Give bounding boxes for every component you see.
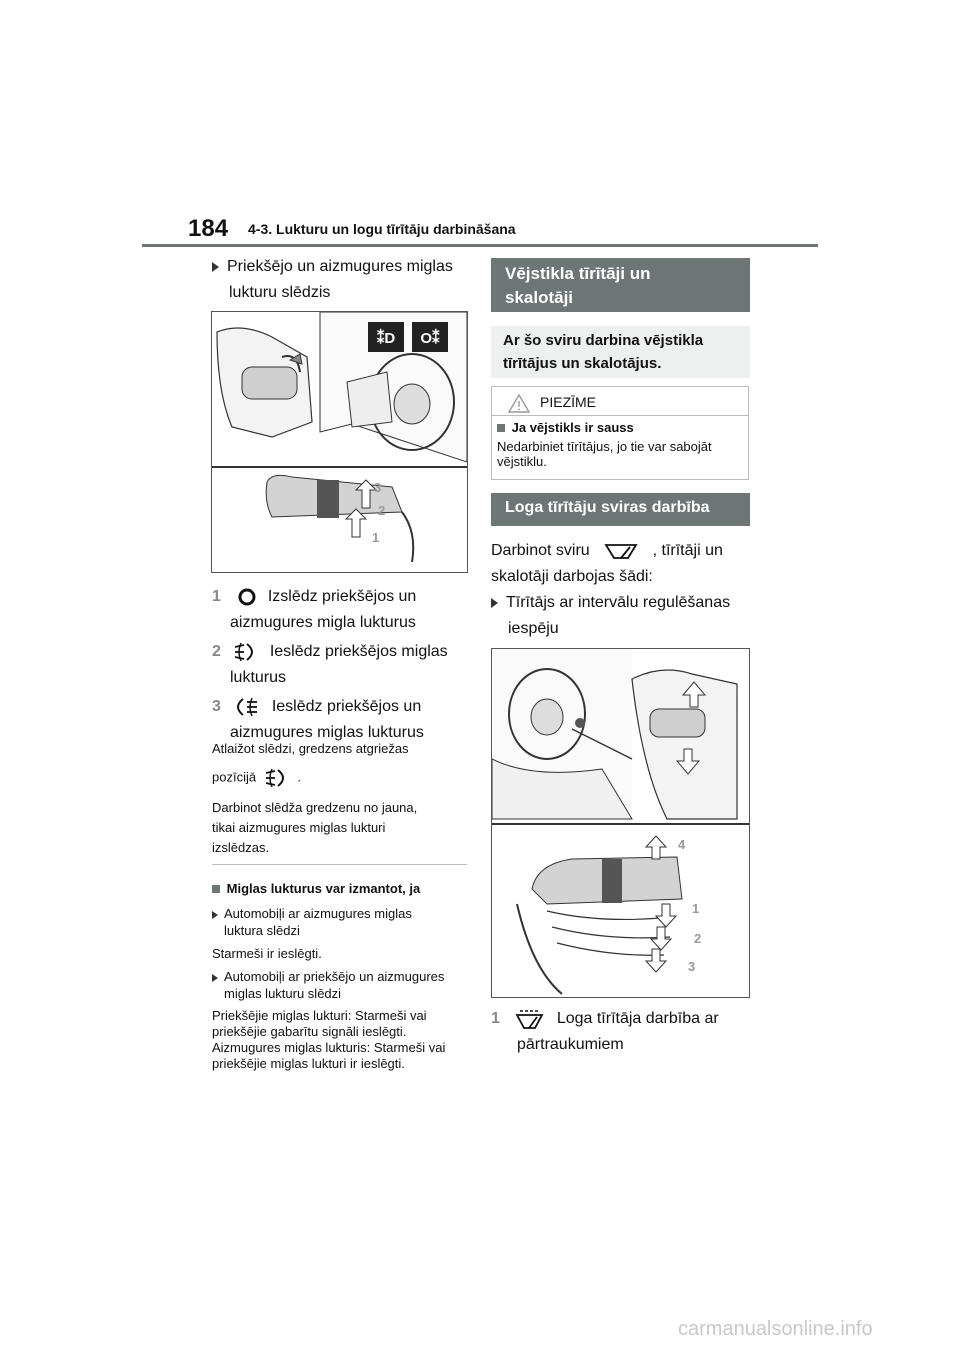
divider [212,864,467,865]
item-text: lukturus [230,669,287,686]
wiper-item-1 [491,1006,761,1058]
header-divider [142,244,818,247]
intro-text: tīrītājus un skalotājus. [503,355,662,372]
intermittent-wiper-icon [514,1008,544,1030]
note-text: pozīcijā [212,769,257,785]
wiper-lever-figure [491,648,750,998]
item-text: Izslēdz priekšējos un [267,588,417,605]
usage-text: priekšējie gabarītu signāli ieslēgti. [212,1024,407,1039]
watermark: carmanualsonline.info [678,1318,873,1340]
triangle-bullet-icon [212,262,219,272]
notice-text: Nedarbiniet tīrītājus, jo tie var sabojāt [497,439,712,454]
item-text: pārtraukumiem [517,1036,624,1053]
notice-header [492,387,748,416]
svg-text:O⁑: O⁑ [420,330,440,347]
item-number: 2 [212,643,221,660]
section-title-line: Priekšējo un aizmugures miglas [227,258,453,275]
usage-subtitle: Automobiļi ar priekšējo un aizmugures [224,969,445,984]
note-text: tikai aizmugures miglas lukturi [212,820,386,835]
wiper-lever-illustration [492,649,749,997]
note-1 [212,740,409,789]
triangle-bullet-icon [212,974,218,982]
bullet-text: iespēju [508,620,559,637]
rear-fog-icon [231,696,261,718]
usage-text: Priekšējie miglas lukturi: Starmeši vai [212,1008,427,1023]
item-2 [212,639,472,691]
item-1 [212,584,472,636]
figure-label-2: 2 [694,931,702,946]
section-header-wipers [491,258,750,312]
bullet-text: Tīrītājs ar intervālu regulēšanas [506,594,731,611]
chapter-title: 4-3. Lukturu un logu tīrītāju darbināšana [248,221,516,237]
front-fog-icon [264,767,290,789]
front-fog-icon [233,641,259,663]
figure-label-2: 2 [378,503,386,518]
wiper-icon [602,540,640,562]
notice-text: vējstiklu. [497,454,547,469]
note-2 [212,798,417,858]
page-number: 184 [188,215,229,242]
usage-section [212,880,472,1072]
square-bullet-icon [497,424,505,432]
section-header-text: Vējstikla tīrītāji un [505,264,651,283]
figure-label-1: 1 [692,901,700,916]
item-number: 3 [212,698,221,715]
item-text: aizmugures migla lukturus [230,614,416,631]
note-text: Darbinot slēdža gredzenu no jauna, [212,800,418,815]
item-text: aizmugures miglas lukturus [230,724,424,741]
usage-title: Miglas lukturus var izmantot, ja [226,881,421,896]
figure-label-4: 4 [678,837,686,852]
item-text: Ieslēdz priekšējos un [271,698,422,715]
intro-text: Ar šo sviru darbina vējstikla [503,332,704,349]
off-icon [237,588,257,606]
svg-text:⁑D: ⁑D [376,330,396,347]
warning-icon [508,393,530,413]
note-text: izslēdzas. [212,840,270,855]
item-number: 1 [212,588,221,605]
triangle-bullet-icon [491,598,498,608]
section-header-text: skalotāji [505,288,574,307]
body-text: , tīrītāji un [652,542,723,559]
section-header-lever: Loga tīrītāju sviras darbība [491,493,750,526]
intro-box [491,326,750,378]
usage-subtitle: miglas lukturu slēdzi [224,986,342,1001]
triangle-bullet-icon [212,911,218,919]
usage-text: Aizmugures miglas lukturis: Starmeši vai [212,1040,446,1055]
fog-switch-illustration [212,312,467,572]
lever-intro [491,538,761,590]
body-text: Darbinot sviru [491,542,590,559]
usage-subtitle: luktura slēdzi [224,923,300,938]
section-title-line: lukturu slēdzis [229,284,331,301]
note-text: Atlaižot slēdzi, gredzens atgriežas [212,741,409,756]
figure-label-3: 3 [374,480,382,495]
item-3 [212,694,472,746]
left-section-title [212,254,472,306]
fog-switch-figure [211,311,468,573]
usage-text: Starmeši ir ieslēgti. [212,946,322,961]
item-text: Ieslēdz priekšējos miglas [269,643,448,660]
usage-subtitle: Automobiļi ar aizmugures miglas [224,906,412,921]
notice-title: Ja vējstikls ir sauss [511,420,634,435]
note-text: . [297,769,301,785]
notice-label: PIEZĪME [540,394,597,410]
usage-text: priekšējie miglas lukturi ir ieslēgti. [212,1056,405,1071]
notice-box [491,386,749,480]
figure-label-1: 1 [372,530,380,545]
lever-bullet [491,590,761,642]
body-text: skalotāji darbojas šādi: [491,568,653,585]
item-text: Loga tīrītāja darbība ar [556,1010,719,1027]
item-number: 1 [491,1010,500,1027]
square-bullet-icon [212,885,220,893]
figure-label-3: 3 [688,959,696,974]
